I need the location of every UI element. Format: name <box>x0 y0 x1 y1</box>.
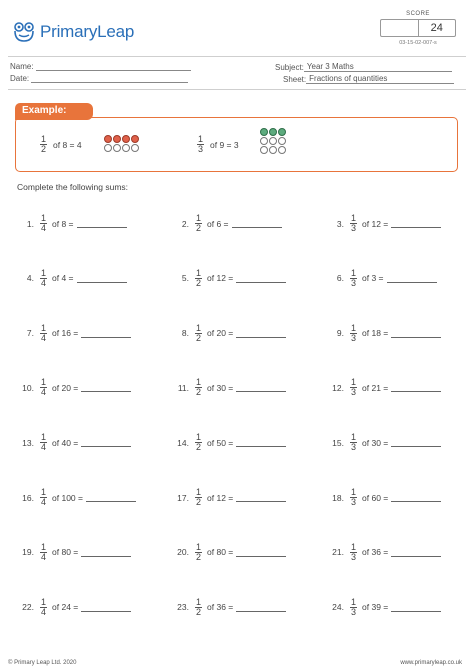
example-fraction <box>197 135 204 154</box>
example-item-2 <box>195 135 239 154</box>
problem-item <box>175 324 286 343</box>
fraction-denominator: 4 <box>41 332 47 343</box>
counter-dot-filled <box>269 128 277 136</box>
answer-blank[interactable] <box>236 329 286 338</box>
problem-fraction <box>40 598 47 617</box>
fraction-numerator: 1 <box>351 322 357 333</box>
date-input-line[interactable] <box>31 74 188 83</box>
frog-logo-icon <box>12 20 36 44</box>
problem-fraction <box>195 598 202 617</box>
fraction-denominator: 3 <box>351 497 357 507</box>
problem-text: of 80 = <box>207 547 234 558</box>
answer-blank[interactable] <box>236 274 286 283</box>
problem-fraction <box>195 378 202 397</box>
fraction-numerator: 1 <box>41 377 47 388</box>
fraction-denominator: 4 <box>41 606 47 617</box>
subject-label: Subject: <box>275 63 304 72</box>
fraction-numerator: 1 <box>196 541 202 552</box>
footer-website[interactable]: www.primaryleap.co.uk <box>400 660 462 666</box>
problem-text: of 36 = <box>207 602 234 613</box>
problem-number: 11. <box>177 382 189 393</box>
counter-dot-filled <box>122 135 130 143</box>
problem-fraction <box>195 214 202 233</box>
problem-text: of 16 = <box>52 328 79 339</box>
fraction-numerator: 1 <box>196 267 202 278</box>
problem-text: of 18 = <box>362 328 389 339</box>
sheet-value: Fractions of quantities <box>306 74 454 84</box>
counter-dot-empty <box>104 144 112 152</box>
fraction-denominator: 3 <box>351 442 357 453</box>
score-label: SCORE <box>406 11 430 17</box>
problem-item <box>175 214 282 233</box>
answer-blank[interactable] <box>236 548 286 557</box>
problem-text: of 39 = <box>362 602 389 613</box>
brand-logo <box>12 20 134 44</box>
problem-item <box>20 269 127 288</box>
score-input-box[interactable] <box>381 20 419 36</box>
answer-blank[interactable] <box>236 493 286 502</box>
problem-number: 5. <box>181 273 189 284</box>
problem-number: 23. <box>177 602 189 613</box>
counter-dot-empty <box>113 144 121 152</box>
answer-blank[interactable] <box>86 493 136 502</box>
problem-number: 10. <box>22 382 34 393</box>
problem-item <box>175 598 286 617</box>
problem-text: of 100 = <box>52 492 83 503</box>
problem-item <box>175 269 286 288</box>
problem-text: of 36 = <box>362 547 389 558</box>
fraction-denominator: 3 <box>198 144 204 154</box>
problem-number: 9. <box>336 328 344 339</box>
fraction-numerator: 1 <box>41 213 47 223</box>
example-item-1 <box>38 135 82 154</box>
answer-blank[interactable] <box>391 493 441 502</box>
problem-number: 17. <box>177 492 189 503</box>
problem-number: 3. <box>336 218 344 229</box>
fraction-denominator: 4 <box>41 442 47 453</box>
fraction-denominator: 4 <box>41 223 47 233</box>
answer-blank[interactable] <box>391 329 441 338</box>
score-boxes <box>380 19 456 37</box>
counter-dot-empty <box>260 146 268 154</box>
problem-fraction <box>40 378 47 397</box>
problem-item <box>330 214 441 233</box>
fraction-denominator: 2 <box>196 606 202 617</box>
problem-item <box>20 324 131 343</box>
fraction-denominator: 3 <box>351 606 357 617</box>
answer-blank[interactable] <box>391 438 441 447</box>
problem-item <box>330 433 441 452</box>
problem-number: 16. <box>22 492 34 503</box>
fraction-denominator: 2 <box>196 497 202 507</box>
problem-fraction <box>40 488 47 507</box>
problem-text: of 3 = <box>362 273 384 284</box>
problem-fraction <box>350 324 357 343</box>
fraction-numerator: 1 <box>41 267 47 278</box>
name-field <box>10 62 191 71</box>
problem-fraction <box>350 214 357 233</box>
fraction-numerator: 1 <box>41 541 47 552</box>
problem-number: 1. <box>26 218 34 229</box>
problem-item <box>330 598 441 617</box>
problem-item <box>20 214 127 233</box>
problem-fraction <box>350 543 357 562</box>
fraction-denominator: 4 <box>41 387 47 398</box>
problem-text: of 30 = <box>207 382 234 393</box>
problem-text: of 40 = <box>52 437 79 448</box>
fraction-numerator: 1 <box>351 377 357 388</box>
fraction-numerator: 1 <box>351 541 357 552</box>
fraction-denominator: 3 <box>351 223 357 233</box>
problem-item <box>330 378 441 397</box>
fraction-numerator: 1 <box>41 432 47 443</box>
problem-item <box>330 269 437 288</box>
example-equation: of 8 = 4 <box>53 139 82 150</box>
fraction-denominator: 3 <box>351 387 357 398</box>
fraction-numerator: 1 <box>41 134 47 144</box>
problem-fraction <box>350 269 357 288</box>
counter-dot-filled <box>260 128 268 136</box>
counter-dot-filled <box>131 135 139 143</box>
problem-number: 4. <box>26 273 34 284</box>
problem-number: 21. <box>332 547 344 558</box>
problem-text: of 20 = <box>207 328 234 339</box>
counter-dot-filled <box>113 135 121 143</box>
problem-number: 19. <box>22 547 34 558</box>
counter-dot-empty <box>131 144 139 152</box>
counter-dot-empty <box>278 137 286 145</box>
fraction-denominator: 3 <box>351 277 357 288</box>
problem-fraction <box>350 378 357 397</box>
fraction-numerator: 1 <box>351 213 357 223</box>
problem-item <box>175 488 286 507</box>
problem-number: 22. <box>22 602 34 613</box>
name-label: Name: <box>10 62 34 71</box>
problem-item <box>175 378 286 397</box>
name-input-line[interactable] <box>36 62 191 71</box>
fraction-numerator: 1 <box>41 596 47 607</box>
fraction-denominator: 2 <box>196 387 202 398</box>
subject-value: Year 3 Maths <box>304 62 452 72</box>
problem-number: 8. <box>181 328 189 339</box>
problem-item <box>20 433 131 452</box>
problem-item <box>20 598 131 617</box>
footer-copyright: © Primary Leap Ltd. 2020 <box>8 660 77 666</box>
date-field <box>10 74 188 83</box>
problem-item <box>175 433 286 452</box>
problem-text: of 6 = <box>207 218 229 229</box>
answer-blank[interactable] <box>81 383 131 392</box>
answer-blank[interactable] <box>81 603 131 612</box>
fraction-numerator: 1 <box>351 267 357 278</box>
counter-dot-empty <box>269 137 277 145</box>
reference-code: 03-15-02-007-s <box>399 40 437 46</box>
problem-number: 15. <box>332 437 344 448</box>
fraction-denominator: 3 <box>351 332 357 343</box>
fraction-numerator: 1 <box>351 432 357 443</box>
problem-text: of 4 = <box>52 273 74 284</box>
sheet-field <box>283 74 454 84</box>
problem-text: of 24 = <box>52 602 79 613</box>
example-counter-grid-green <box>260 128 286 154</box>
instruction-text: Complete the following sums: <box>17 182 129 192</box>
problem-fraction <box>40 324 47 343</box>
fraction-numerator: 1 <box>196 596 202 607</box>
problem-fraction <box>195 488 202 507</box>
score-total: 24 <box>430 22 443 34</box>
problem-item <box>330 324 441 343</box>
problem-fraction <box>40 433 47 452</box>
problem-fraction <box>350 433 357 452</box>
problem-text: of 21 = <box>362 382 389 393</box>
counter-dot-empty <box>269 146 277 154</box>
fraction-numerator: 1 <box>351 487 357 497</box>
subject-field <box>275 62 452 72</box>
answer-blank[interactable] <box>81 548 131 557</box>
problem-number: 14. <box>177 437 189 448</box>
problem-text: of 60 = <box>362 492 389 503</box>
counter-dot-empty <box>260 137 268 145</box>
problem-number: 20. <box>177 547 189 558</box>
fraction-numerator: 1 <box>196 377 202 388</box>
problem-fraction <box>195 324 202 343</box>
problem-fraction <box>40 214 47 233</box>
brand-name: PrimaryLeap <box>40 22 135 41</box>
fraction-numerator: 1 <box>196 213 202 223</box>
fraction-numerator: 1 <box>196 487 202 497</box>
counter-dot-filled <box>278 128 286 136</box>
answer-blank[interactable] <box>236 383 286 392</box>
problem-text: of 12 = <box>362 218 389 229</box>
problem-fraction <box>195 433 202 452</box>
fraction-numerator: 1 <box>198 134 204 144</box>
example-label: Example: <box>15 103 93 120</box>
problem-fraction <box>40 269 47 288</box>
answer-blank[interactable] <box>387 274 437 283</box>
problem-text: of 80 = <box>52 547 79 558</box>
problem-number: 13. <box>22 437 34 448</box>
problem-item <box>330 543 441 562</box>
problem-item <box>20 543 131 562</box>
answer-blank[interactable] <box>236 438 286 447</box>
answer-blank[interactable] <box>77 219 127 228</box>
problem-number: 6. <box>336 273 344 284</box>
fields-divider <box>8 89 466 90</box>
problem-item <box>20 378 131 397</box>
fraction-numerator: 1 <box>351 596 357 607</box>
problem-number: 12. <box>332 382 344 393</box>
problem-fraction <box>350 598 357 617</box>
problem-fraction <box>40 543 47 562</box>
sheet-label: Sheet: <box>283 75 307 84</box>
problem-item <box>330 488 441 507</box>
counter-dot-empty <box>122 144 130 152</box>
problem-number: 2. <box>181 218 189 229</box>
answer-blank[interactable] <box>391 603 441 612</box>
answer-blank[interactable] <box>236 603 286 612</box>
problem-fraction <box>195 269 202 288</box>
answer-blank[interactable] <box>391 219 441 228</box>
header-divider <box>8 56 466 57</box>
answer-blank[interactable] <box>77 274 127 283</box>
example-counter-grid-red <box>104 135 139 152</box>
answer-blank[interactable] <box>81 329 131 338</box>
problem-text: of 8 = <box>52 218 74 229</box>
counter-dot-empty <box>278 146 286 154</box>
problem-number: 7. <box>26 328 34 339</box>
answer-blank[interactable] <box>81 438 131 447</box>
problem-fraction <box>350 488 357 507</box>
fraction-numerator: 1 <box>196 322 202 333</box>
problem-fraction <box>195 543 202 562</box>
fraction-denominator: 2 <box>41 144 47 154</box>
fraction-denominator: 2 <box>196 277 202 288</box>
fraction-denominator: 2 <box>196 551 202 562</box>
problem-text: of 20 = <box>52 382 79 393</box>
problem-text: of 12 = <box>207 492 234 503</box>
problem-number: 24. <box>332 602 344 613</box>
fraction-denominator: 4 <box>41 277 47 288</box>
fraction-numerator: 1 <box>41 487 47 497</box>
date-label: Date: <box>10 74 30 83</box>
problem-text: of 30 = <box>362 437 389 448</box>
example-equation: of 9 = 3 <box>210 139 239 150</box>
answer-blank[interactable] <box>391 548 441 557</box>
counter-dot-filled <box>104 135 112 143</box>
answer-blank[interactable] <box>232 219 282 228</box>
fraction-numerator: 1 <box>41 322 47 333</box>
fraction-denominator: 2 <box>196 442 202 453</box>
fraction-numerator: 1 <box>196 432 202 443</box>
fraction-denominator: 3 <box>351 551 357 562</box>
example-fraction <box>40 135 47 154</box>
problem-number: 18. <box>332 492 344 503</box>
problem-text: of 50 = <box>207 437 234 448</box>
answer-blank[interactable] <box>391 383 441 392</box>
problem-item <box>20 488 136 507</box>
problem-text: of 12 = <box>207 273 234 284</box>
fraction-denominator: 2 <box>196 332 202 343</box>
fraction-denominator: 2 <box>196 223 202 233</box>
score-panel <box>380 11 456 46</box>
fraction-denominator: 4 <box>41 551 47 562</box>
problem-item <box>175 543 286 562</box>
fraction-denominator: 4 <box>41 497 47 507</box>
